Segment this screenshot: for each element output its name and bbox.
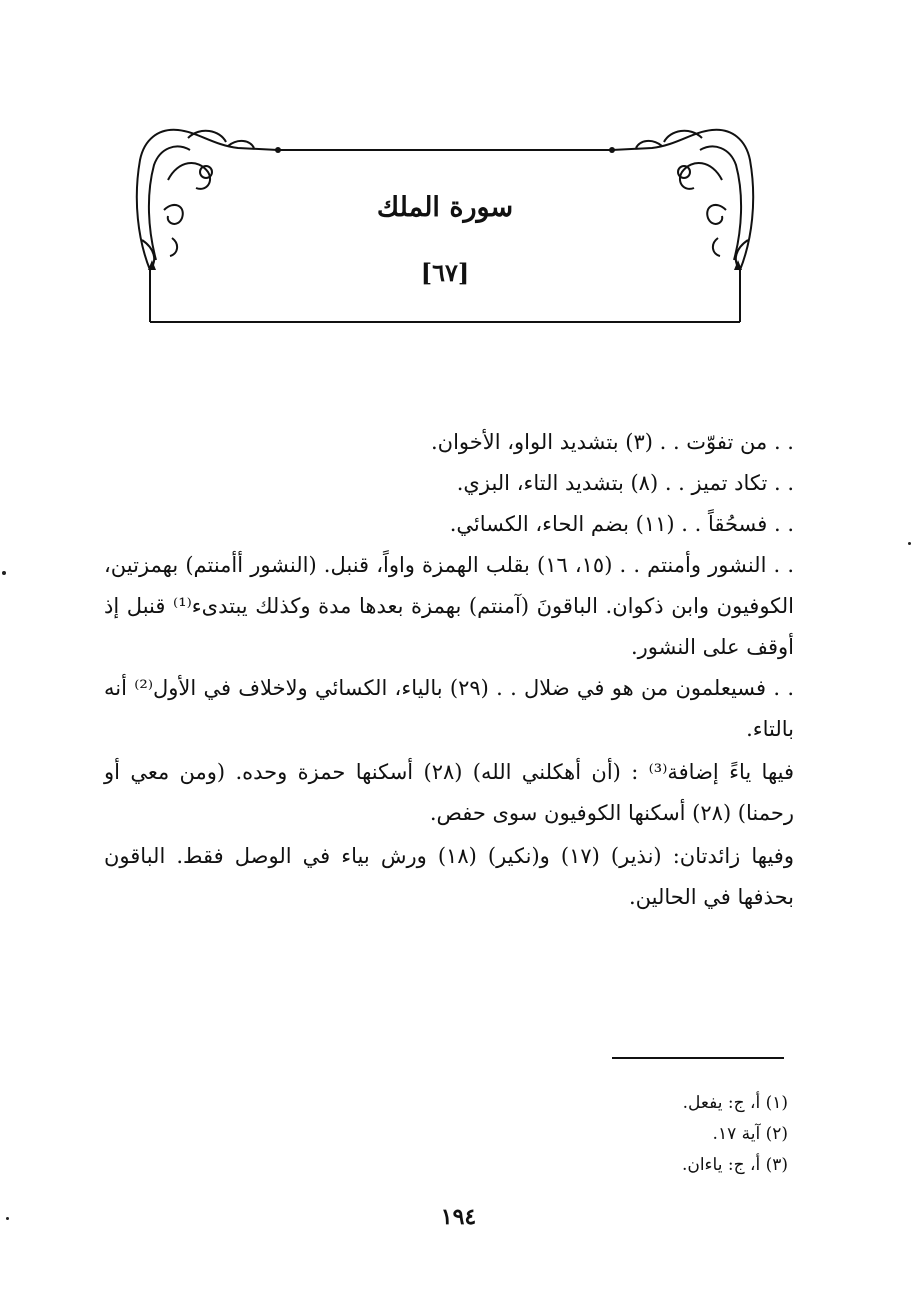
surah-number: [٦٧] xyxy=(420,258,470,287)
footnotes xyxy=(460,1088,788,1181)
footnote: (٣) أ، ج: ياءان. xyxy=(681,1155,788,1175)
scan-speck xyxy=(908,542,911,545)
body-line: . . فسحُقاً . . (١١) بضم الحاء، الكسائي. xyxy=(449,512,794,536)
page-number: ١٩٤ xyxy=(440,1204,477,1230)
surah-title: سورة الملك xyxy=(376,192,514,223)
body-paragraph: وفيها زائدتان: (نذير) (١٧) و(نكير) (١٨) ورش بياء في الوصل فقط. الباقون بحذفها في الحالين. xyxy=(104,844,794,909)
footnote: (١) أ، ج: يفعل. xyxy=(682,1093,788,1113)
body-line: . . من تفوّت . . (٣) بتشديد الواو، الأخوان. xyxy=(431,430,794,454)
body-text xyxy=(104,422,794,918)
ornamental-border-icon xyxy=(128,120,762,330)
body-line: . . تكاد تميز . . (٨) بتشديد التاء، البزي. xyxy=(456,471,794,495)
surah-header-frame xyxy=(128,120,762,330)
scan-speck xyxy=(6,1217,9,1220)
body-paragraph: . . فسيعلمون من هو في ضلال . . (٢٩) بالياء، الكسائي ولاخلاف في الأول⁽²⁾ أنه بالتاء. xyxy=(104,676,795,741)
footnote-divider xyxy=(612,1057,784,1059)
body-paragraph: فيها ياءً إضافة⁽³⁾ : (أن أهكلني الله) (٢٨) أسكنها حمزة وحده. (ومن معي أو رحمنا) (٢٨) أسكنها الكوفيون سوى حفص. xyxy=(104,760,795,825)
footnote: (٢) آية ١٧. xyxy=(712,1124,788,1144)
body-paragraph: . . النشور وأمنتم . . (١٥، ١٦) بقلب الهمزة واواً، قنبل. (النشور أأمنتم) بهمزتين، الكوفيون وابن ذكوان. الباقونَ (آمنتم) بهمزة بعدها مدة وكذلك يبتدىء⁽¹⁾ قنبل إذ أوقف على النشور. xyxy=(104,553,794,659)
scan-speck xyxy=(2,571,6,575)
